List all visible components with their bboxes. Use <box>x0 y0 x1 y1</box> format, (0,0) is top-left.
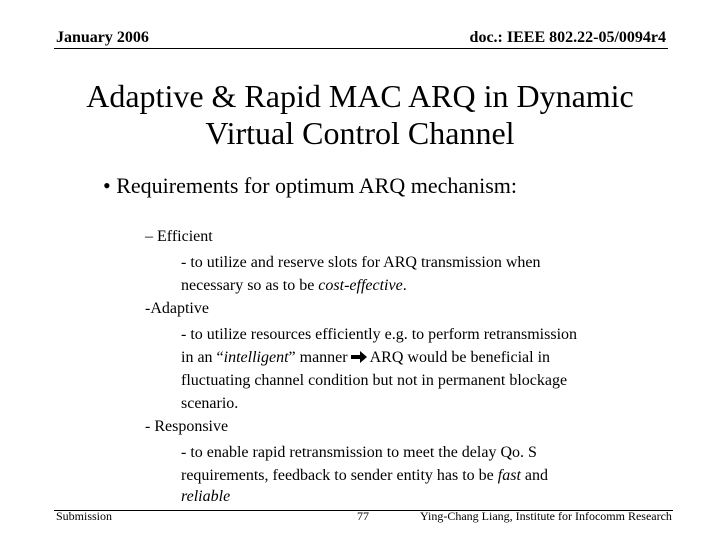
responsive-text-2b: and <box>520 467 549 484</box>
header-rule <box>54 48 668 49</box>
responsive-text-1: - to enable rapid retransmission to meet the delay Qo. S <box>181 444 537 461</box>
adaptive-heading: -Adaptive <box>145 300 209 317</box>
responsive-text-2a: requirements, feedback to sender entity has to be <box>181 467 498 484</box>
title-line-2: Virtual Control Channel <box>205 115 515 151</box>
responsive-emphasis-reliable: reliable <box>181 488 231 505</box>
footer-page-number: 77 <box>357 509 369 523</box>
efficient-emphasis: cost-effective <box>318 277 403 294</box>
adaptive-text-2b: ” manner <box>288 349 348 366</box>
adaptive-text-2 <box>181 346 651 369</box>
responsive-heading: - Responsive <box>145 418 229 435</box>
responsive-emphasis-fast: fast <box>497 467 521 484</box>
efficient-text-2a: necessary so as to be <box>181 277 319 294</box>
adaptive-text-1: - to utilize resources efficiently e.g. to perform retransmission <box>181 326 578 343</box>
adaptive-text-2c: ARQ would be beneficial in <box>369 349 551 366</box>
adaptive-emphasis: intelligent <box>223 349 289 366</box>
responsive-text-2 <box>181 464 651 487</box>
efficient-text-1: - to utilize and reserve slots for ARQ transmission when <box>181 254 541 271</box>
footer-submission: Submission <box>56 509 113 523</box>
header-doc-id: doc.: IEEE 802.22-05/0094r4 <box>469 29 666 46</box>
header-date: January 2006 <box>56 29 149 46</box>
adaptive-text-3: fluctuating channel condition but not in permanent blockage <box>181 372 568 389</box>
efficient-heading: – Efficient <box>145 228 213 245</box>
efficient-text-2 <box>181 274 651 297</box>
slide-title <box>0 78 720 152</box>
adaptive-text-2a: in an “ <box>181 349 224 366</box>
adaptive-text-4: scenario. <box>181 395 239 412</box>
responsive-text-3 <box>181 485 651 508</box>
right-arrow-icon <box>350 350 368 364</box>
main-bullet: • Requirements for optimum ARQ mechanism: <box>103 173 518 198</box>
efficient-text-2b: . <box>402 277 407 294</box>
footer-author: Ying-Chang Liang, Institute for Infocomm Research <box>420 509 672 523</box>
title-line-1: Adaptive & Rapid MAC ARQ in Dynamic <box>86 78 634 114</box>
